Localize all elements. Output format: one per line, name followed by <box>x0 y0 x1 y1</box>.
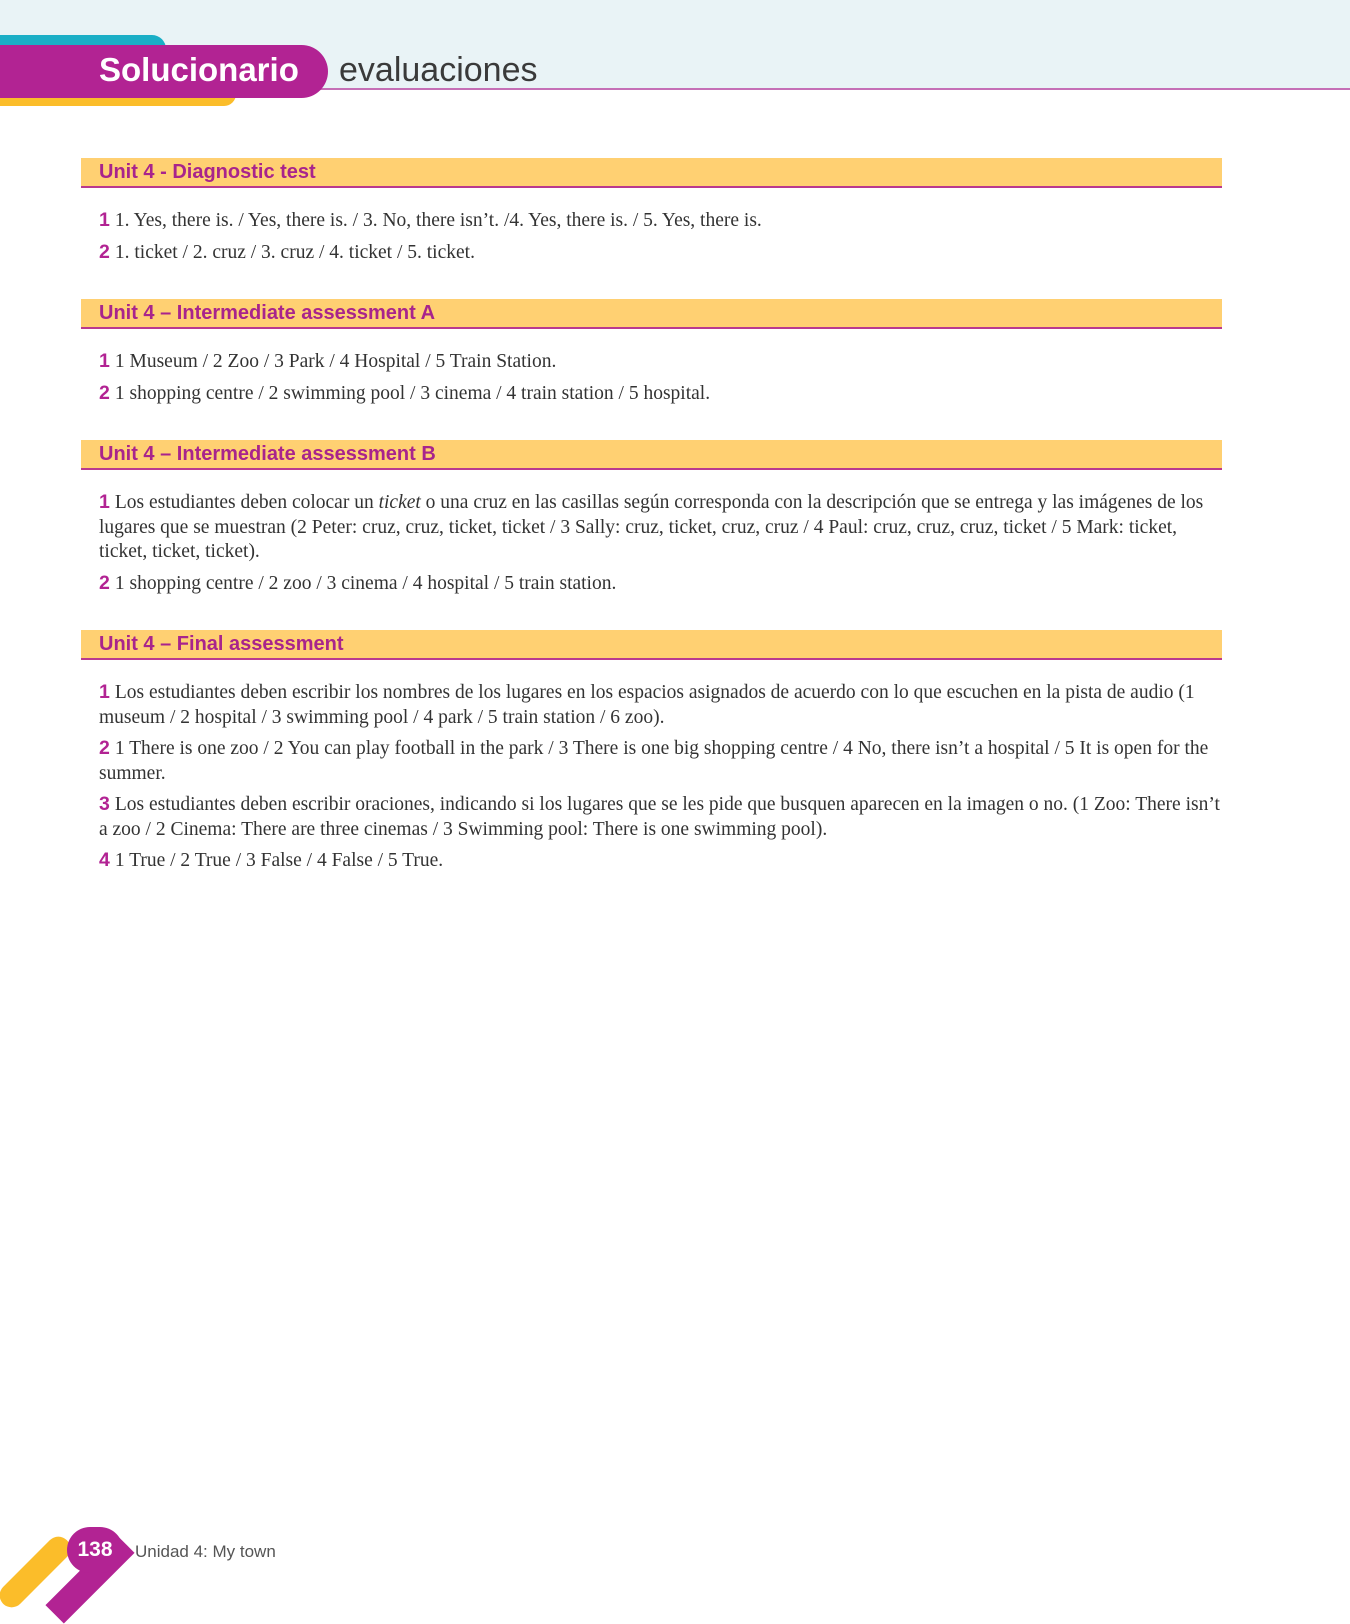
answer-number: 4 <box>99 849 110 871</box>
answer-number: 2 <box>99 240 110 263</box>
answer-text: Los estudiantes deben colocar un <box>114 492 379 513</box>
section-header <box>81 158 1222 188</box>
answer-item <box>99 680 1222 730</box>
answer-number: 3 <box>99 793 110 815</box>
section-header <box>81 630 1222 660</box>
answer-text: 1. Yes, there is. / Yes, there is. / 3. No, there isn’t. /4. Yes, there is. / 5. Yes, there is. <box>114 210 762 231</box>
page-title: Solucionario <box>99 51 299 88</box>
section-header <box>81 299 1222 329</box>
section-intermediate-assessment-b <box>81 440 1222 596</box>
answer-item <box>99 381 1222 407</box>
answer-item <box>99 240 1222 266</box>
answer-item <box>99 490 1222 565</box>
answer-text: Los estudiantes deben escribir los nombres de los lugares en los espacios asignados de acuerdo con lo que escuchen en la pista de audio (1 museum / 2 hospital / 3 swimming pool / 4 park / 5 train station / 6 zoo). <box>99 682 1195 728</box>
section-diagnostic-test <box>81 158 1222 265</box>
answer-key <box>81 158 1222 908</box>
answer-text: 1 There is one zoo / 2 You can play football in the park / 3 There is one big shopping centre / 4 No, there isn’t a hospital / 5 It is open for the summer. <box>99 738 1209 784</box>
answer-item <box>99 571 1222 597</box>
answer-text: 1 shopping centre / 2 zoo / 3 cinema / 4 hospital / 5 train station. <box>114 572 617 594</box>
answer-text: Los estudiantes deben escribir oraciones, indicando si los lugares que se les pide que busquen aparecen en la imagen o no. (1 Zoo: There isn’t a zoo / 2 Cinema: There are three cinemas / 3 Swimming pool: There is one swimming pool). <box>99 794 1220 840</box>
answer-text: 1 True / 2 True / 3 False / 4 False / 5 True. <box>114 850 444 871</box>
page-number: 138 <box>77 1538 113 1561</box>
answer-text: 1. ticket / 2. cruz / 3. cruz / 4. ticket / 5. ticket. <box>114 241 475 263</box>
answer-number: 1 <box>99 209 110 231</box>
footer-unit-label: Unidad 4: My town <box>135 1542 276 1561</box>
answer-number: 2 <box>99 571 110 594</box>
section-title: Unit 4 – Intermediate assessment A <box>99 302 436 324</box>
answer-number: 1 <box>99 491 110 513</box>
answer-item <box>99 736 1222 786</box>
answer-number: 1 <box>99 350 110 372</box>
page-subtitle: evaluaciones <box>339 51 538 89</box>
answer-number: 2 <box>99 381 110 404</box>
answer-item <box>99 208 1222 234</box>
section-title: Unit 4 - Diagnostic test <box>99 161 316 183</box>
answer-number: 1 <box>99 681 110 703</box>
section-header <box>81 440 1222 470</box>
answer-text: 1 shopping centre / 2 swimming pool / 3 cinema / 4 train station / 5 hospital. <box>114 382 711 404</box>
answer-text: o una cruz en las casillas según corresponda con la descripción que se entrega y las imágenes de los lugares que se muestran (2 Peter: cruz, cruz, ticket, ticket / 3 Sally: cruz, ticket, cruz, cruz / 4 Paul: cruz, cruz, cruz, ticket / 5 Mark: ticket, ticket, ticket, ticket). <box>99 492 1204 562</box>
answer-item <box>99 349 1222 375</box>
section-title: Unit 4 – Intermediate assessment B <box>99 443 436 465</box>
section-title: Unit 4 – Final assessment <box>99 633 344 655</box>
answer-item <box>99 792 1222 842</box>
answer-item <box>99 848 1222 874</box>
section-final-assessment <box>81 630 1222 874</box>
answer-number: 2 <box>99 737 110 759</box>
answer-text-italic: ticket <box>378 492 421 513</box>
section-intermediate-assessment-a <box>81 299 1222 406</box>
answer-text: 1 Museum / 2 Zoo / 3 Park / 4 Hospital / 5 Train Station. <box>114 351 557 372</box>
